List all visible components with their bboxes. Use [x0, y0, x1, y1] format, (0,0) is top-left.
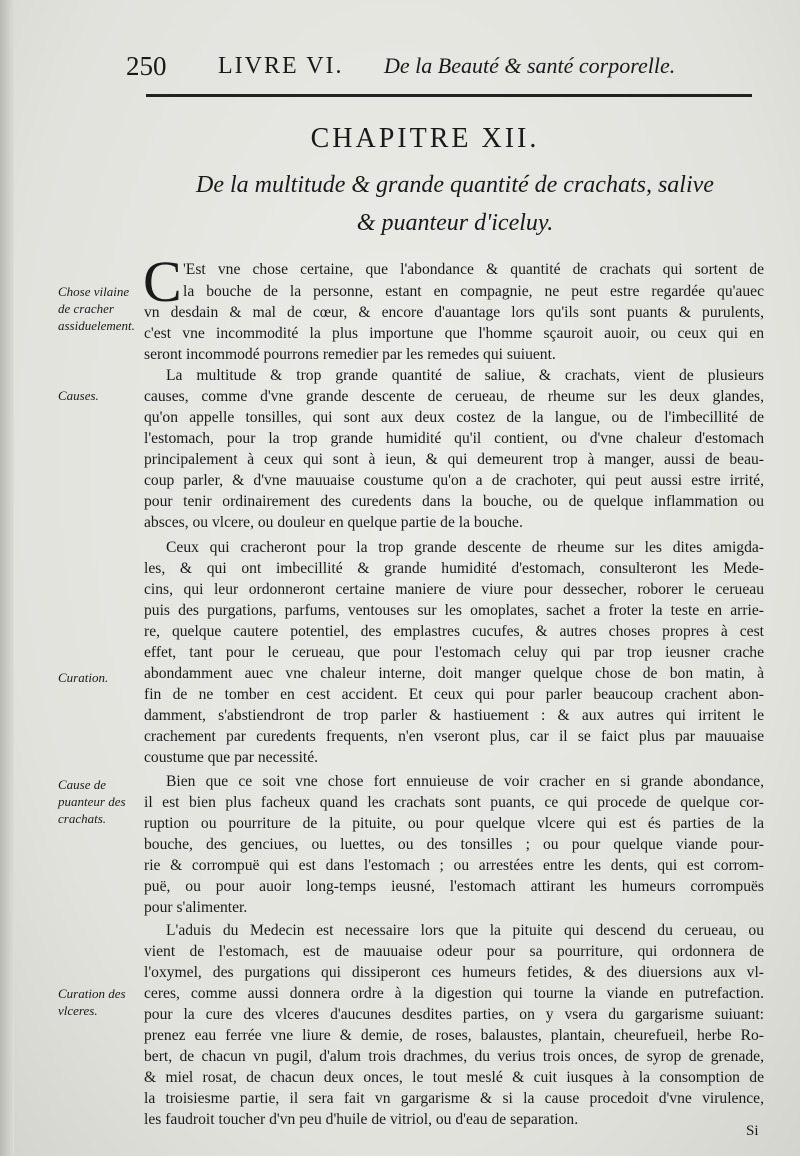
text-line: c'est vne incommodité la plus importune que l'homme sçauroit auoir, ou ceux qui en	[144, 325, 764, 342]
text-line: fin de ne tomber en cest accident. Et ceux qui pour parler beaucoup crachent abon-	[144, 686, 764, 703]
text-line: Bien que ce soit vne chose fort ennuieuse de voir cracher en si grande abondance,	[166, 773, 764, 790]
text-line: la troisiesme partie, il sera fait vn gargarisme & si la cause procedoit d'vne virulence,	[144, 1090, 764, 1107]
text-line: qu'on appelle tonsilles, qui sont aux deux costez de la langue, ou de l'imbecillité de	[144, 409, 764, 426]
text-line: effet, tant pour le cerueau, que pour l'estomach celuy qui par trop ieusner crache	[144, 644, 764, 661]
text-line: abondamment auec vne chaleur interne, doit manger quelque chose de bon matin, à	[144, 665, 764, 682]
text-line: absces, ou vlcere, ou douleur en quelque partie de la bouche.	[144, 514, 523, 531]
chapter-heading-line-1: De la multitude & grande quantité de crachats, salive	[196, 172, 714, 198]
text-line: l'estomach, pour la trop grande humidité qu'il contient, ou d'vne chaleur d'estomach	[144, 430, 764, 447]
text-line: pour la cure des vlceres d'aucunes desdites parties, on y vsera du gargarisme suiuant:	[144, 1006, 764, 1023]
text-line: bouche, des genciues, ou luettes, ou des tonsilles ; ou pour quelque viande pour-	[144, 836, 764, 853]
text-line: il est bien plus facheux quand les crachats sont puants, ce qui procede de quelque cor-	[144, 794, 764, 811]
running-header	[126, 50, 766, 84]
text-line: 'Est vne chose certaine, que l'abondance & quantité de crachats qui sortent de	[183, 261, 764, 278]
text-line: les faudroit toucher d'vn peu d'huile de vitriol, ou d'eau de separation.	[144, 1111, 579, 1128]
text-line: crachement par curedents frequents, n'en vseront plus, car il se faict plus par mauuaise	[144, 728, 764, 745]
text-line: coustume que par necessité.	[144, 749, 319, 766]
text-line: vn desdain & mal de cœur, & encore d'auantage lors qu'ils sont puants & purulents,	[144, 304, 764, 321]
text-line: rie & corrompuë qui est dans l'estomach ; ou arrestées entre les dents, qui est corrom-	[144, 857, 764, 874]
text-line: damment, s'abstiendront de trop parler & hastiuement : & aux autres qui irritent le	[144, 707, 764, 724]
text-line: re, quelque cautere potentiel, des emplastres cucufes, & autres choses propres à cest	[144, 623, 764, 640]
drop-cap: C	[143, 249, 182, 314]
text-line: les, & qui ont imbecillité & grande humidité d'estomach, consulteront les Mede-	[144, 560, 764, 577]
text-line: coup parler, & d'vne mauuaise coustume qu'on a de crachoter, qui peut aussi estre irrité,	[144, 472, 764, 489]
text-line: L'aduis du Medecin est necessaire lors que la pituite qui descend du cerueau, ou	[166, 922, 764, 939]
page-number: 250	[126, 51, 167, 81]
running-subtitle: De la Beauté & santé corporelle.	[384, 53, 676, 78]
text-line: pour tenir ordinairement des curedents dans la bouche, ou de quelque inflammation ou	[144, 493, 764, 510]
page-spine-shadow	[0, 0, 14, 1156]
chapter-heading-line-2: & puanteur d'iceluy.	[356, 210, 554, 236]
text-line: Ceux qui cracheront pour la trop grande descente de rheume sur les dites amigda-	[166, 539, 764, 556]
signature-mark: Si	[746, 1123, 759, 1139]
text-line: la bouche de la personne, estant en compagnie, ne peut estre regardée qu'auec	[183, 283, 764, 300]
text-line: causes, comme d'vne grande descente de cerueau, de rheume sur les deux glandes,	[144, 388, 764, 405]
text-line: l'oxymel, des purgations qui dissiperont ces humeurs fetides, & des diuersions aux vl-	[144, 964, 764, 981]
chapter-title: CHAPITRE XII.	[310, 123, 540, 154]
margin-note: Causes.	[58, 388, 99, 403]
header-rule	[146, 94, 752, 97]
margin-note: Curation des vlceres.	[58, 986, 126, 1018]
running-title: LIVRE VI.	[218, 53, 344, 79]
text-line: ceres, comme aussi donnera ordre à la digestion qui tourne la viande en putrefaction.	[144, 985, 764, 1002]
text-line: prenez eau ferrée vne liure & demie, de roses, balaustes, plantain, cheurefueil, herbe Ro-	[144, 1027, 764, 1044]
text-line: cins, qui leur ordonneront certaine maniere de viure pour dessecher, roborer le cerueau	[144, 581, 764, 598]
text-line: vient de l'estomach, est de mauuaise odeur pour sa pourriture, qui ordonnera de	[144, 943, 764, 960]
margin-note: Curation.	[58, 670, 109, 685]
text-line: seront incommodé pourrons remedier par les remedes qui suiuent.	[144, 346, 556, 363]
text-line: La multitude & trop grande quantité de saliue, & crachats, vient de plusieurs	[166, 367, 764, 384]
text-line: puis des purgations, parfums, ventouses sur les omoplates, sachet a froter la teste en arrie-	[144, 602, 764, 619]
text-line: puë, ou pour auoir long-temps ieusné, l'estomach attirant les humeurs corrompuës	[144, 878, 764, 895]
text-line: ruption ou pourriture de la pituite, ou pour quelque vlcere qui est és parties de la	[144, 815, 764, 832]
margin-note: Chose vilaine de cracher assiduelement.	[58, 284, 135, 333]
text-line: bert, de chacun vn pugil, d'alum trois drachmes, du verius trois onces, de syrop de grenade,	[144, 1048, 764, 1065]
text-line: & miel rosat, de chacun deux onces, le tout meslé & cuit iusques à la consomption de	[144, 1069, 764, 1086]
text-line: principalement à ceux qui sont à ieun, & qui demeurent trop à manger, aussi de beau-	[144, 451, 764, 468]
margin-note: Cause de puanteur des crachats.	[58, 777, 126, 826]
text-line: pour s'alimenter.	[144, 899, 248, 916]
